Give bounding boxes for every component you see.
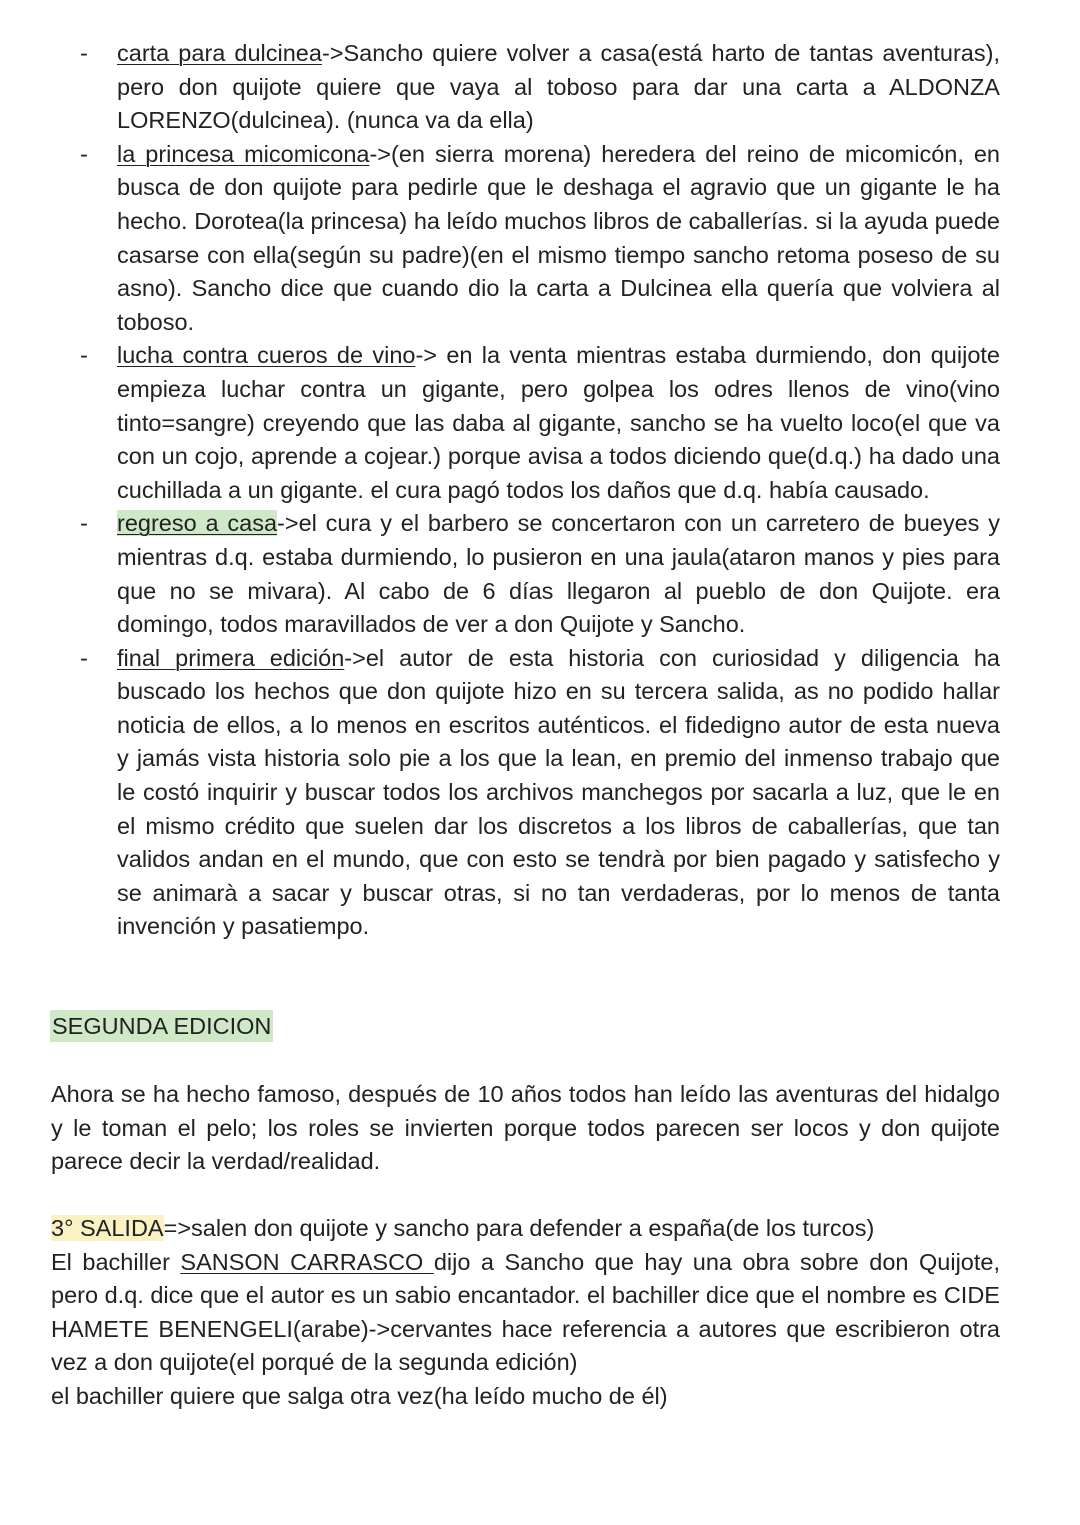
bullet-text: -> en la venta mientras estaba durmiendo, don quijote empieza luchar contra un gigante, pero golpea los odres llenos de vino(vino tinto=sangre) creyendo que las daba al gigante, sancho se ha vuelto loco(el que va con un cojo, aprende a cojear.) porque avisa a todos diciendo que(d.q.) ha dado una cuchillada a un gigante. el cura pagó todos los daños que d.q. había causado. (117, 342, 1000, 503)
bullet-text: ->el autor de esta historia con curiosidad y diligencia ha buscado los hechos que don quijote hizo en su tercera salida, as no podido hallar noticia de ellos, a lo menos en escritos auténticos. el fidedigno autor de esta nueva y jamás vista historia solo pie a los que la lean, en premio del inmenso trabajo que le costó inquirir y buscar todos los archivos manchegos por sacarla a luz, que le en el mismo crédito que suelen dar los discretos a los libros de caballerías, que tan validos andan en el mundo, que con esto se tendrà por bien pagado y satisfecho y se animarà a sacar y buscar otras, si no tan verdaderas, por lo menos de tanta invención y pasatiempo. (117, 644, 1001, 940)
bullet-dash: - (80, 140, 88, 167)
salida-name: SANSON CARRASCO (180, 1248, 434, 1275)
salida-post: dijo a Sancho que hay una obra sobre don Quijote, pero d.q. dice que el autor es un sabio encantador. el bachiller dice que el nombre es CIDE HAMETE BENENGELI(arabe)->cervantes hace referencia a autores que escribieron otra vez a don quijote(el porqué de la segunda edición) (51, 1248, 1000, 1376)
bullet-text: ->el cura y el barbero se concertaron con un carretero de bueyes y mientras d.q. estaba durmiendo, lo pusieron en una jaula(ataron manos y pies para que no se mivara). Al cabo de 6 días llegaron al pueblo de don Quijote. era domingo, todos maravillados de ver a don Quijote y Sancho. (117, 510, 1000, 638)
bullet-title-highlighted: regreso a casa (117, 510, 278, 537)
bullet-dash: - (80, 644, 88, 671)
bullet-dash: - (80, 510, 88, 537)
bullet-regreso-a-casa (80, 507, 1000, 641)
salida-pre: El bachiller (51, 1248, 181, 1275)
bullet-title: la princesa micomicona (117, 140, 370, 167)
salida-paragraph (51, 1246, 1000, 1380)
bullet-text: ->(en sierra morena) heredera del reino de micomicón, en busca de don quijote para pedirle que le deshaga el agravio que un gigante le ha hecho. Dorotea(la princesa) ha leído muchos libros de caballerías. si la ayuda puede casarse con ella(según su padre)(en el mismo tiempo sancho retoma poseso de su asno). Sancho dice que cuando dio la carta a Dulcinea ella quería que volviera al toboso. (117, 140, 1001, 335)
bullet-title: final primera edición (117, 644, 345, 671)
salida-label: 3° SALIDA (51, 1215, 164, 1241)
section-heading: SEGUNDA EDICION (50, 1010, 273, 1042)
bullet-carta-para-dulcinea (80, 37, 1000, 138)
salida-last-line: el bachiller quiere que salga otra vez(ha leído mucho de él) (51, 1382, 668, 1409)
salida-label-rest: =>salen don quijote y sancho para defender a españa(de los turcos) (163, 1215, 875, 1241)
bullet-text: ->Sancho quiere volver a casa(está harto de tantas aventuras), pero don quijote quiere que vaya al toboso para dar una carta a ALDONZA LORENZO(dulcinea). (nunca va da ella) (117, 40, 1000, 134)
bullet-dash: - (80, 342, 88, 369)
intro-paragraph: Ahora se ha hecho famoso, después de 10 años todos han leído las aventuras del hidalgo y le toman el pelo; los roles se invierten porque todos parecen ser locos y don quijote parece decir la verdad/realidad. (51, 1081, 1000, 1175)
bullet-dash: - (80, 40, 88, 66)
bullet-title: carta para dulcinea (117, 40, 322, 66)
bullet-final-primera-edicion (80, 642, 1000, 944)
bullet-list (80, 37, 1000, 944)
bullet-princesa-micomicona (80, 138, 1000, 340)
salida-line-1 (51, 1212, 1000, 1246)
bullet-lucha-cueros-de-vino (80, 339, 1000, 507)
salida-block (51, 1212, 1000, 1414)
bullet-title: lucha contra cueros de vino (117, 342, 416, 369)
